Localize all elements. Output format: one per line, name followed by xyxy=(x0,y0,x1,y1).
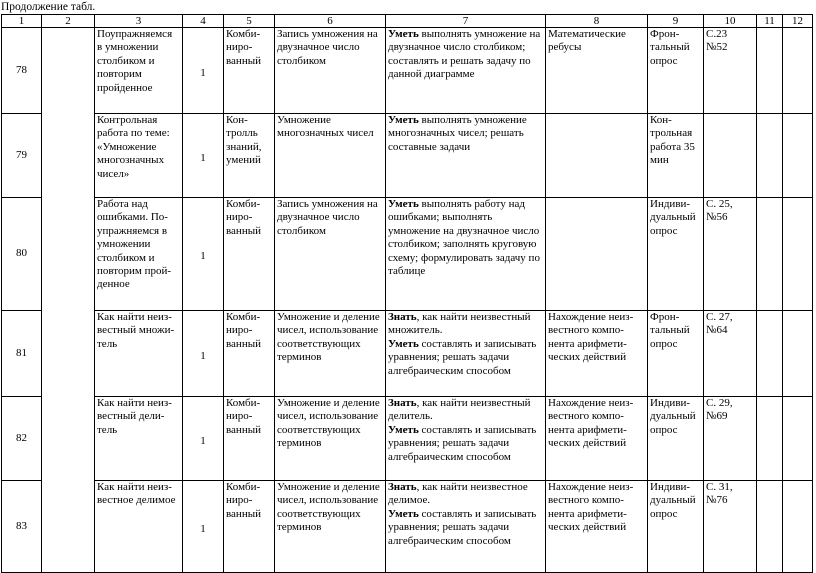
lesson-type-cell: Комби- ниро- ванный xyxy=(224,28,275,114)
lesson-number-cell: 82 xyxy=(2,397,42,481)
table-row xyxy=(2,397,813,481)
content-cell: Умножение и деление чисел, использование соответствующих терминов xyxy=(275,311,386,397)
lesson-type-cell: Комби- ниро- ванный xyxy=(224,311,275,397)
requirement-text: , как найти неизвестное делимое. xyxy=(388,481,528,507)
col11-cell xyxy=(757,28,783,114)
content-cell: Умножение и деление чисел, использование соответствующих терминов xyxy=(275,481,386,573)
requirements-cell xyxy=(386,481,546,573)
col12-cell xyxy=(783,481,813,573)
extra-content-cell xyxy=(546,114,648,198)
col11-cell xyxy=(757,311,783,397)
lesson-topic-cell: Поупражняемся в умножении столбиком и повторим пройденное xyxy=(95,28,183,114)
requirement-keyword: Знать xyxy=(388,481,417,493)
homework-cell: С.23 №52 xyxy=(704,28,757,114)
hours-cell: 1 xyxy=(183,481,224,573)
hours-cell: 1 xyxy=(183,28,224,114)
header-cell: 7 xyxy=(386,15,546,28)
header-cell: 6 xyxy=(275,15,386,28)
header-cell: 4 xyxy=(183,15,224,28)
table-caption: Продолжение табл. xyxy=(1,1,96,13)
col12-cell xyxy=(783,198,813,311)
hours-cell: 1 xyxy=(183,198,224,311)
requirement-text: составлять и записывать уравнения; решать задачи алгебраическим способом xyxy=(388,507,537,547)
requirements-cell xyxy=(386,397,546,481)
col12-cell xyxy=(783,397,813,481)
homework-cell: С. 25, №56 xyxy=(704,198,757,311)
requirement-text: составлять и записывать уравнения; решать задачи алгебраическим способом xyxy=(388,337,537,377)
hours-cell: 1 xyxy=(183,397,224,481)
header-cell: 2 xyxy=(42,15,95,28)
requirement-keyword: Уметь xyxy=(388,507,419,520)
content-cell: Умножение и деление чисел, использование соответствующих терминов xyxy=(275,397,386,481)
extra-content-cell xyxy=(546,198,648,311)
homework-cell: С. 29, №69 xyxy=(704,397,757,481)
lesson-number-cell: 78 xyxy=(2,28,42,114)
lesson-number-cell: 79 xyxy=(2,114,42,198)
table-row xyxy=(2,198,813,311)
lesson-topic-cell: Как найти неиз- вестное делимое xyxy=(95,481,183,573)
header-row xyxy=(2,15,813,28)
header-cell: 11 xyxy=(757,15,783,28)
lesson-plan-table xyxy=(1,14,813,573)
lesson-type-cell: Комби- ниро- ванный xyxy=(224,481,275,573)
requirement-text: выполнять умножение на двузначное число столбиком; составлять и решать задачу по данной диаграмме xyxy=(388,28,541,81)
header-cell: 5 xyxy=(224,15,275,28)
control-type-cell: Кон- трольная работа 35 мин xyxy=(648,114,704,198)
requirement-text: выполнять умножение многозначных чисел; решать составные задачи xyxy=(388,114,527,153)
requirement-text: , как найти неизвестный множитель. xyxy=(388,311,531,337)
header-cell: 9 xyxy=(648,15,704,28)
requirement-keyword: Уметь xyxy=(388,28,419,40)
control-type-cell: Фрон- тальный опрос xyxy=(648,311,704,397)
homework-cell: С. 31, №76 xyxy=(704,481,757,573)
control-type-cell: Фрон- тальный опрос xyxy=(648,28,704,114)
col11-cell xyxy=(757,481,783,573)
requirements-cell xyxy=(386,198,546,311)
requirements-cell xyxy=(386,28,546,114)
header-cell: 8 xyxy=(546,15,648,28)
header-cell: 10 xyxy=(704,15,757,28)
requirement-keyword: Уметь xyxy=(388,198,419,210)
content-cell: Запись умножения на двузначное число столбиком xyxy=(275,198,386,311)
header-cell: 1 xyxy=(2,15,42,28)
requirement-text: составлять и записывать уравнения; решать задачи алгебраическим способом xyxy=(388,423,537,463)
homework-cell xyxy=(704,114,757,198)
extra-content-cell: Математические ребусы xyxy=(546,28,648,114)
requirements-cell xyxy=(386,311,546,397)
extra-content-cell: Нахождение неиз- вестного компо- нента арифмети- ческих действий xyxy=(546,311,648,397)
homework-cell: С. 27, №64 xyxy=(704,311,757,397)
lesson-number-cell: 81 xyxy=(2,311,42,397)
control-type-cell: Индиви- дуальный опрос xyxy=(648,397,704,481)
table-row xyxy=(2,481,813,573)
lesson-topic-cell: Работа над ошибками. По- упражняемся в умножении столбиком и повторим прой- денное xyxy=(95,198,183,311)
requirement-keyword: Уметь xyxy=(388,114,419,126)
header-cell: 3 xyxy=(95,15,183,28)
lesson-type-cell: Комби- ниро- ванный xyxy=(224,397,275,481)
extra-content-cell: Нахождение неиз- вестного компо- нента арифмети- ческих действий xyxy=(546,397,648,481)
lesson-topic-cell: Как найти неиз- вестный дели- тель xyxy=(95,397,183,481)
lesson-type-cell: Кон- тролль знаний, умений xyxy=(224,114,275,198)
lesson-type-cell: Комби- ниро- ванный xyxy=(224,198,275,311)
requirement-text: , как найти неизвестный делитель. xyxy=(388,397,531,423)
lesson-number-cell: 83 xyxy=(2,481,42,573)
table-row xyxy=(2,311,813,397)
col12-cell xyxy=(783,114,813,198)
requirement-text: выполнять работу над ошибками; выполнять умножение на двузначное число столбиком; заполнять круговую схему; формулировать задачу по таблице xyxy=(388,198,540,278)
date-column-cell xyxy=(42,28,95,573)
control-type-cell: Индиви- дуальный опрос xyxy=(648,198,704,311)
col11-cell xyxy=(757,397,783,481)
header-cell: 12 xyxy=(783,15,813,28)
content-cell: Умножение многозначных чисел xyxy=(275,114,386,198)
lesson-topic-cell: Контрольная работа по теме: «Умножение многозначных чисел» xyxy=(95,114,183,198)
requirement-keyword: Уметь xyxy=(388,423,419,436)
content-cell: Запись умножения на двузначное число столбиком xyxy=(275,28,386,114)
requirement-keyword: Уметь xyxy=(388,337,419,350)
control-type-cell: Индиви- дуальный опрос xyxy=(648,481,704,573)
lesson-number-cell: 80 xyxy=(2,198,42,311)
table-row xyxy=(2,28,813,114)
col12-cell xyxy=(783,311,813,397)
requirements-cell xyxy=(386,114,546,198)
table-row xyxy=(2,114,813,198)
hours-cell: 1 xyxy=(183,114,224,198)
extra-content-cell: Нахождение неиз- вестного компо- нента арифмети- ческих действий xyxy=(546,481,648,573)
requirement-keyword: Знать xyxy=(388,311,417,323)
requirement-keyword: Знать xyxy=(388,397,417,409)
col11-cell xyxy=(757,114,783,198)
lesson-topic-cell: Как найти неиз- вестный множи- тель xyxy=(95,311,183,397)
col11-cell xyxy=(757,198,783,311)
hours-cell: 1 xyxy=(183,311,224,397)
col12-cell xyxy=(783,28,813,114)
